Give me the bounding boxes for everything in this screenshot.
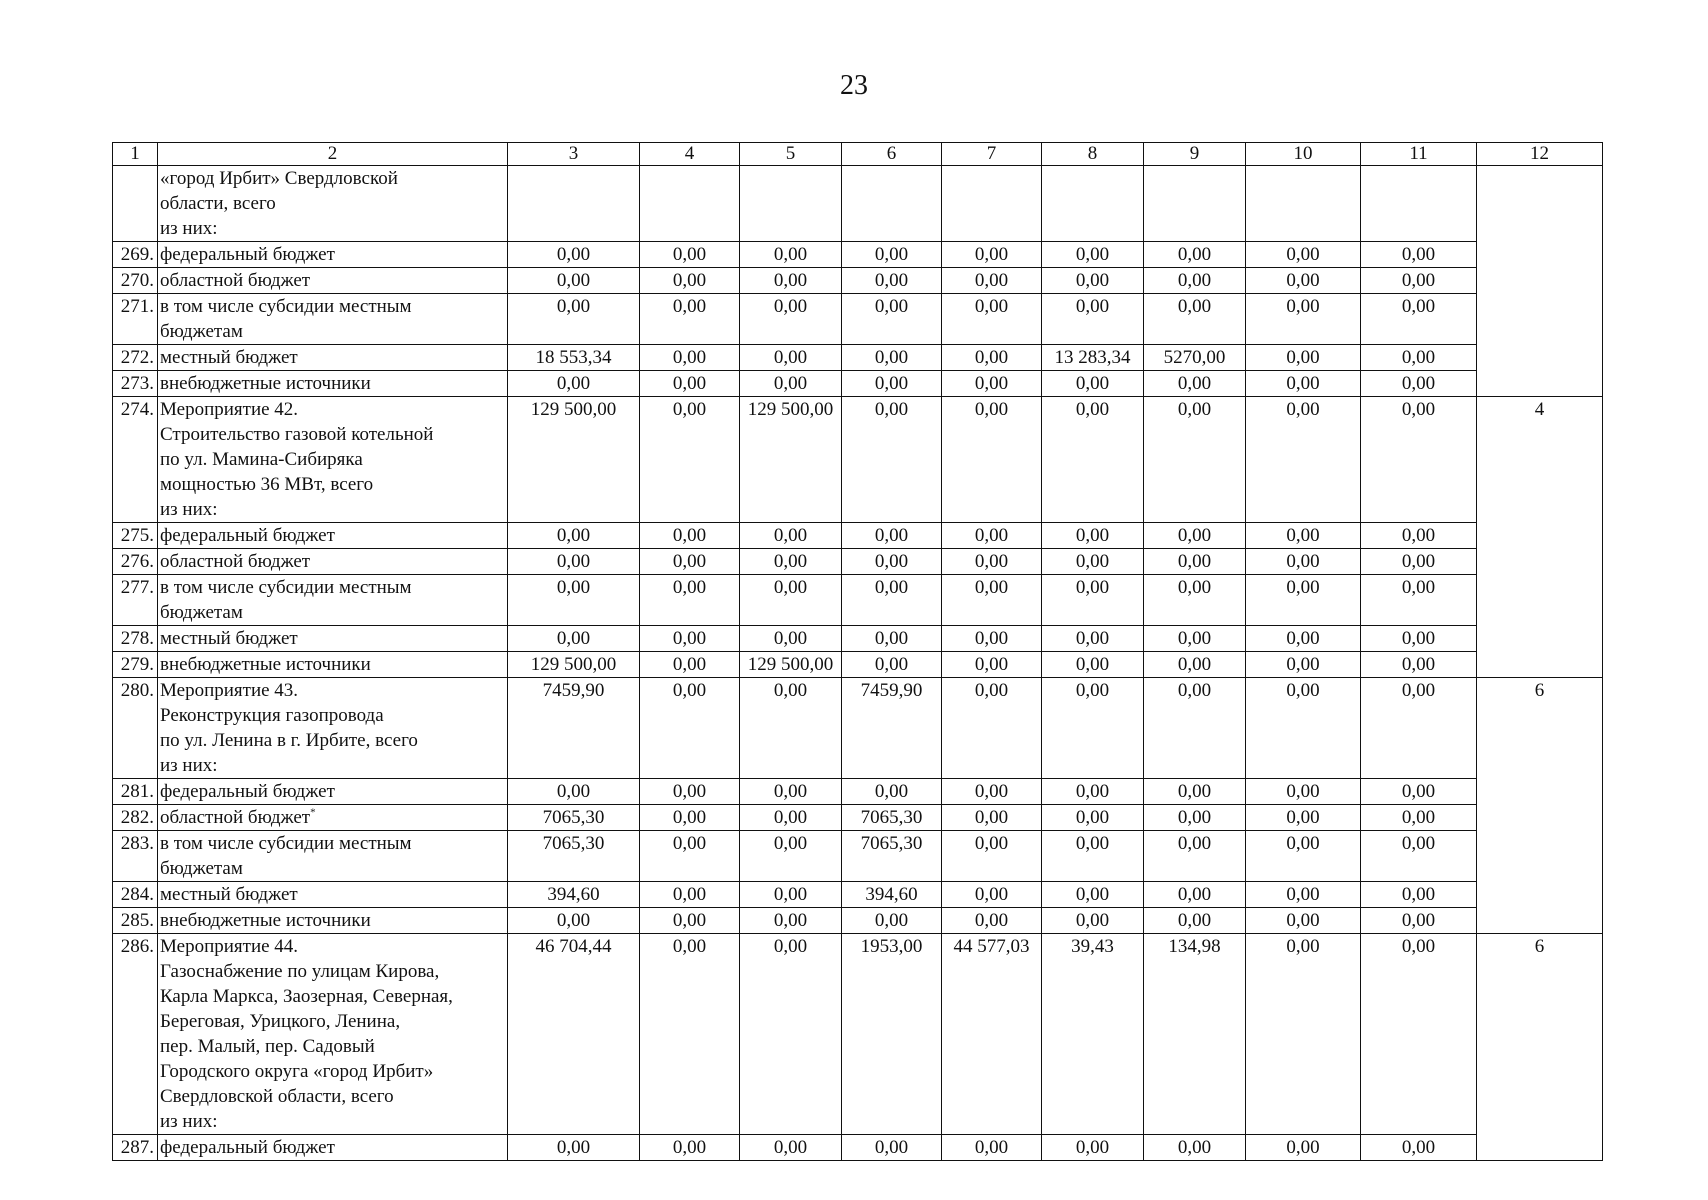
column-header-5: 5 [740,143,842,166]
row-number-cell: 275. [113,523,158,549]
value-cell-col9 [1144,166,1246,242]
row-name-text: «город Ирбит» Свердловской области, всего из них: [160,168,398,239]
value-cell-col5: 0,00 [740,882,842,908]
row-number-cell: 273. [113,371,158,397]
value-cell-col6: 0,00 [842,908,942,934]
row-name-cell [158,345,508,371]
value-cell-col10: 0,00 [1246,371,1361,397]
value-cell-col3: 0,00 [508,294,640,345]
value-cell-col10: 0,00 [1246,294,1361,345]
table-row [113,779,1603,805]
value-cell-col11: 0,00 [1361,523,1477,549]
value-cell-col7: 0,00 [942,294,1042,345]
table-row [113,626,1603,652]
row-col12-cell [1477,652,1603,678]
row-col12-cell [1477,345,1603,371]
table-row [113,549,1603,575]
value-cell-col5: 129 500,00 [740,652,842,678]
value-cell-col3: 0,00 [508,242,640,268]
value-cell-col8: 0,00 [1042,805,1144,831]
value-cell-col4 [640,166,740,242]
row-name-text: Мероприятие 44. Газоснабжение по улицам Кирова, Карла Маркса, Заозерная, Северная, Береговая, Урицкого, Ленина, пер. Малый, пер. Садовый Городского округа «город Ирбит» Свердловской области, всего из них: [160,936,453,1132]
value-cell-col4: 0,00 [640,882,740,908]
row-number-cell: 270. [113,268,158,294]
value-cell-col7: 0,00 [942,908,1042,934]
value-cell-col3: 0,00 [508,575,640,626]
row-name-cell [158,882,508,908]
column-header-11: 11 [1361,143,1477,166]
value-cell-col4: 0,00 [640,523,740,549]
value-cell-col6: 0,00 [842,779,942,805]
value-cell-col8: 0,00 [1042,882,1144,908]
column-header-7: 7 [942,143,1042,166]
value-cell-col4: 0,00 [640,294,740,345]
value-cell-col6: 1953,00 [842,934,942,1135]
value-cell-col11: 0,00 [1361,626,1477,652]
row-name-cell [158,242,508,268]
value-cell-col9: 5270,00 [1144,345,1246,371]
value-cell-col10: 0,00 [1246,1135,1361,1161]
value-cell-col5: 0,00 [740,1135,842,1161]
value-cell-col11: 0,00 [1361,575,1477,626]
value-cell-col3: 7459,90 [508,678,640,779]
value-cell-col7: 0,00 [942,371,1042,397]
row-name-cell [158,805,508,831]
row-col12-cell: 6 [1477,678,1603,779]
value-cell-col3: 0,00 [508,779,640,805]
value-cell-col4: 0,00 [640,371,740,397]
value-cell-col6: 0,00 [842,242,942,268]
value-cell-col6: 0,00 [842,523,942,549]
value-cell-col3: 129 500,00 [508,652,640,678]
value-cell-col4: 0,00 [640,626,740,652]
column-header-6: 6 [842,143,942,166]
value-cell-col11: 0,00 [1361,242,1477,268]
value-cell-col4: 0,00 [640,345,740,371]
column-header-8: 8 [1042,143,1144,166]
value-cell-col9: 0,00 [1144,779,1246,805]
table-row [113,678,1603,779]
value-cell-col7: 0,00 [942,652,1042,678]
value-cell-col6: 0,00 [842,1135,942,1161]
row-number-cell: 287. [113,1135,158,1161]
value-cell-col5: 0,00 [740,934,842,1135]
value-cell-col3: 7065,30 [508,805,640,831]
column-header-2: 2 [158,143,508,166]
table-row [113,294,1603,345]
value-cell-col8: 0,00 [1042,575,1144,626]
budget-table-container [112,142,1602,1161]
value-cell-col11: 0,00 [1361,371,1477,397]
value-cell-col7 [942,166,1042,242]
page-number: 23 [840,70,868,101]
value-cell-col7: 0,00 [942,268,1042,294]
value-cell-col10: 0,00 [1246,268,1361,294]
value-cell-col3: 129 500,00 [508,397,640,523]
value-cell-col10: 0,00 [1246,779,1361,805]
value-cell-col3: 0,00 [508,371,640,397]
row-name-cell [158,397,508,523]
row-name-cell [158,523,508,549]
row-name-text: местный бюджет [160,628,298,649]
value-cell-col9: 0,00 [1144,242,1246,268]
row-col12-cell [1477,268,1603,294]
value-cell-col5: 0,00 [740,268,842,294]
value-cell-col10: 0,00 [1246,805,1361,831]
value-cell-col11: 0,00 [1361,652,1477,678]
value-cell-col10: 0,00 [1246,882,1361,908]
footnote-mark: * [310,806,316,819]
value-cell-col7: 0,00 [942,678,1042,779]
value-cell-col3: 0,00 [508,268,640,294]
row-name-cell [158,779,508,805]
row-number-cell: 278. [113,626,158,652]
value-cell-col11: 0,00 [1361,549,1477,575]
value-cell-col8: 13 283,34 [1042,345,1144,371]
row-col12-cell [1477,549,1603,575]
row-name-cell [158,294,508,345]
table-row [113,652,1603,678]
table-body [113,166,1603,1161]
value-cell-col7: 0,00 [942,345,1042,371]
row-col12-cell [1477,831,1603,882]
value-cell-col8: 0,00 [1042,626,1144,652]
value-cell-col11: 0,00 [1361,831,1477,882]
value-cell-col7: 0,00 [942,575,1042,626]
value-cell-col7: 0,00 [942,549,1042,575]
value-cell-col5: 0,00 [740,779,842,805]
value-cell-col9: 0,00 [1144,626,1246,652]
row-name-text: внебюджетные источники [160,373,371,394]
row-number-cell: 276. [113,549,158,575]
value-cell-col8: 0,00 [1042,908,1144,934]
value-cell-col5: 0,00 [740,575,842,626]
value-cell-col6 [842,166,942,242]
table-row [113,371,1603,397]
value-cell-col10: 0,00 [1246,549,1361,575]
value-cell-col10: 0,00 [1246,934,1361,1135]
value-cell-col9: 0,00 [1144,523,1246,549]
value-cell-col11: 0,00 [1361,678,1477,779]
row-col12-cell [1477,779,1603,805]
value-cell-col7: 0,00 [942,831,1042,882]
value-cell-col7: 0,00 [942,882,1042,908]
row-name-cell [158,371,508,397]
value-cell-col3: 46 704,44 [508,934,640,1135]
value-cell-col8: 0,00 [1042,268,1144,294]
value-cell-col7: 0,00 [942,626,1042,652]
value-cell-col10: 0,00 [1246,523,1361,549]
value-cell-col8: 0,00 [1042,1135,1144,1161]
value-cell-col8: 0,00 [1042,523,1144,549]
row-name-text: федеральный бюджет [160,1137,335,1158]
value-cell-col8: 0,00 [1042,397,1144,523]
value-cell-col3: 0,00 [508,1135,640,1161]
row-name-cell [158,831,508,882]
value-cell-col6: 0,00 [842,549,942,575]
value-cell-col9: 0,00 [1144,908,1246,934]
value-cell-col9: 0,00 [1144,268,1246,294]
row-number-cell: 277. [113,575,158,626]
value-cell-col8: 0,00 [1042,678,1144,779]
row-col12-cell: 6 [1477,934,1603,1135]
value-cell-col9: 0,00 [1144,831,1246,882]
value-cell-col4: 0,00 [640,678,740,779]
value-cell-col10: 0,00 [1246,831,1361,882]
column-header-9: 9 [1144,143,1246,166]
value-cell-col4: 0,00 [640,397,740,523]
value-cell-col5: 0,00 [740,371,842,397]
value-cell-col8: 0,00 [1042,779,1144,805]
value-cell-col3: 7065,30 [508,831,640,882]
row-name-text: внебюджетные источники [160,654,371,675]
value-cell-col5: 0,00 [740,805,842,831]
row-number-cell: 284. [113,882,158,908]
value-cell-col4: 0,00 [640,652,740,678]
row-name-text: областной бюджет [160,270,311,291]
value-cell-col4: 0,00 [640,779,740,805]
value-cell-col5: 0,00 [740,549,842,575]
value-cell-col10: 0,00 [1246,908,1361,934]
value-cell-col7: 0,00 [942,523,1042,549]
value-cell-col8: 0,00 [1042,242,1144,268]
value-cell-col6: 7065,30 [842,805,942,831]
table-row [113,805,1603,831]
value-cell-col5: 0,00 [740,294,842,345]
row-number-cell: 269. [113,242,158,268]
row-col12-cell [1477,575,1603,626]
value-cell-col5: 129 500,00 [740,397,842,523]
value-cell-col5: 0,00 [740,626,842,652]
value-cell-col5: 0,00 [740,523,842,549]
value-cell-col10: 0,00 [1246,397,1361,523]
table-row [113,397,1603,523]
value-cell-col6: 0,00 [842,371,942,397]
column-header-3: 3 [508,143,640,166]
value-cell-col4: 0,00 [640,268,740,294]
row-col12-cell [1477,805,1603,831]
value-cell-col9: 0,00 [1144,294,1246,345]
value-cell-col9: 0,00 [1144,549,1246,575]
row-name-cell [158,1135,508,1161]
value-cell-col4: 0,00 [640,549,740,575]
value-cell-col8: 0,00 [1042,652,1144,678]
row-number-cell: 271. [113,294,158,345]
value-cell-col4: 0,00 [640,805,740,831]
table-row [113,166,1603,242]
value-cell-col3 [508,166,640,242]
row-col12-cell [1477,908,1603,934]
value-cell-col3: 0,00 [508,549,640,575]
row-name-cell [158,166,508,242]
value-cell-col4: 0,00 [640,575,740,626]
table-row [113,831,1603,882]
value-cell-col8: 0,00 [1042,294,1144,345]
value-cell-col11: 0,00 [1361,294,1477,345]
column-header-10: 10 [1246,143,1361,166]
value-cell-col3: 0,00 [508,626,640,652]
value-cell-col9: 0,00 [1144,882,1246,908]
row-name-cell [158,908,508,934]
column-header-4: 4 [640,143,740,166]
table-row [113,268,1603,294]
row-number-cell: 283. [113,831,158,882]
row-name-text: федеральный бюджет [160,781,335,802]
value-cell-col11: 0,00 [1361,345,1477,371]
budget-table [112,142,1603,1161]
row-col12-cell [1477,1135,1603,1161]
value-cell-col6: 0,00 [842,397,942,523]
value-cell-col6: 394,60 [842,882,942,908]
row-name-text: местный бюджет [160,347,298,368]
value-cell-col9: 0,00 [1144,1135,1246,1161]
row-name-cell [158,626,508,652]
row-col12-cell [1477,242,1603,268]
table-row [113,908,1603,934]
value-cell-col7: 0,00 [942,242,1042,268]
row-number-cell: 272. [113,345,158,371]
table-row [113,523,1603,549]
table-row [113,242,1603,268]
column-header-12: 12 [1477,143,1603,166]
value-cell-col5 [740,166,842,242]
value-cell-col9: 0,00 [1144,397,1246,523]
row-name-text: в том числе субсидии местным бюджетам [160,577,412,623]
value-cell-col4: 0,00 [640,934,740,1135]
value-cell-col6: 0,00 [842,294,942,345]
row-name-cell [158,268,508,294]
value-cell-col6: 7065,30 [842,831,942,882]
row-col12-cell [1477,626,1603,652]
value-cell-col9: 0,00 [1144,805,1246,831]
value-cell-col6: 0,00 [842,345,942,371]
value-cell-col6: 0,00 [842,268,942,294]
row-name-cell [158,549,508,575]
row-name-cell [158,652,508,678]
row-number-cell: 280. [113,678,158,779]
row-number-cell: 281. [113,779,158,805]
row-name-text: Мероприятие 42. Строительство газовой котельной по ул. Мамина-Сибиряка мощностью 36 МВт, всего из них: [160,399,434,520]
row-name-text: федеральный бюджет [160,244,335,265]
value-cell-col8: 0,00 [1042,371,1144,397]
row-number-cell: 274. [113,397,158,523]
row-name-text: областной бюджет [160,551,311,572]
column-header-1: 1 [113,143,158,166]
value-cell-col8: 0,00 [1042,549,1144,575]
value-cell-col4: 0,00 [640,908,740,934]
value-cell-col7: 0,00 [942,397,1042,523]
row-name-text: областной бюджет [160,807,311,828]
row-name-text: Мероприятие 43. Реконструкция газопровода по ул. Ленина в г. Ирбите, всего из них: [160,680,418,776]
row-number-cell: 286. [113,934,158,1135]
row-col12-cell [1477,882,1603,908]
value-cell-col8: 39,43 [1042,934,1144,1135]
value-cell-col5: 0,00 [740,345,842,371]
value-cell-col6: 0,00 [842,626,942,652]
row-col12-cell [1477,294,1603,345]
row-name-text: внебюджетные источники [160,910,371,931]
value-cell-col5: 0,00 [740,831,842,882]
row-name-text: в том числе субсидии местным бюджетам [160,833,412,879]
value-cell-col11: 0,00 [1361,805,1477,831]
value-cell-col11: 0,00 [1361,268,1477,294]
value-cell-col4: 0,00 [640,1135,740,1161]
value-cell-col9: 0,00 [1144,575,1246,626]
value-cell-col10: 0,00 [1246,652,1361,678]
value-cell-col11: 0,00 [1361,779,1477,805]
row-name-cell [158,934,508,1135]
value-cell-col6: 7459,90 [842,678,942,779]
value-cell-col9: 0,00 [1144,652,1246,678]
row-name-text: местный бюджет [160,884,298,905]
value-cell-col9: 0,00 [1144,678,1246,779]
row-name-cell [158,678,508,779]
value-cell-col10: 0,00 [1246,345,1361,371]
row-number-cell: 279. [113,652,158,678]
row-col12-cell: 4 [1477,397,1603,523]
value-cell-col3: 0,00 [508,523,640,549]
value-cell-col10: 0,00 [1246,626,1361,652]
value-cell-col4: 0,00 [640,831,740,882]
value-cell-col11: 0,00 [1361,882,1477,908]
value-cell-col7: 0,00 [942,805,1042,831]
value-cell-col11: 0,00 [1361,934,1477,1135]
value-cell-col4: 0,00 [640,242,740,268]
value-cell-col11: 0,00 [1361,908,1477,934]
value-cell-col3: 18 553,34 [508,345,640,371]
value-cell-col11: 0,00 [1361,397,1477,523]
row-col12-cell [1477,166,1603,242]
value-cell-col8: 0,00 [1042,831,1144,882]
row-col12-cell [1477,523,1603,549]
table-row [113,345,1603,371]
value-cell-col6: 0,00 [842,652,942,678]
table-row [113,1135,1603,1161]
value-cell-col10: 0,00 [1246,575,1361,626]
value-cell-col7: 0,00 [942,779,1042,805]
table-header-row [113,143,1603,166]
value-cell-col9: 0,00 [1144,371,1246,397]
value-cell-col7: 0,00 [942,1135,1042,1161]
value-cell-col11 [1361,166,1477,242]
value-cell-col10: 0,00 [1246,678,1361,779]
row-name-text: в том числе субсидии местным бюджетам [160,296,412,342]
value-cell-col5: 0,00 [740,242,842,268]
row-number-cell: 285. [113,908,158,934]
value-cell-col5: 0,00 [740,908,842,934]
row-name-cell [158,575,508,626]
value-cell-col10 [1246,166,1361,242]
row-name-text: федеральный бюджет [160,525,335,546]
row-col12-cell [1477,371,1603,397]
value-cell-col9: 134,98 [1144,934,1246,1135]
value-cell-col6: 0,00 [842,575,942,626]
row-number-cell: 282. [113,805,158,831]
table-row [113,575,1603,626]
value-cell-col8 [1042,166,1144,242]
row-number-cell [113,166,158,242]
table-row [113,934,1603,1135]
value-cell-col11: 0,00 [1361,1135,1477,1161]
value-cell-col3: 394,60 [508,882,640,908]
value-cell-col10: 0,00 [1246,242,1361,268]
table-row [113,882,1603,908]
value-cell-col5: 0,00 [740,678,842,779]
value-cell-col3: 0,00 [508,908,640,934]
value-cell-col7: 44 577,03 [942,934,1042,1135]
